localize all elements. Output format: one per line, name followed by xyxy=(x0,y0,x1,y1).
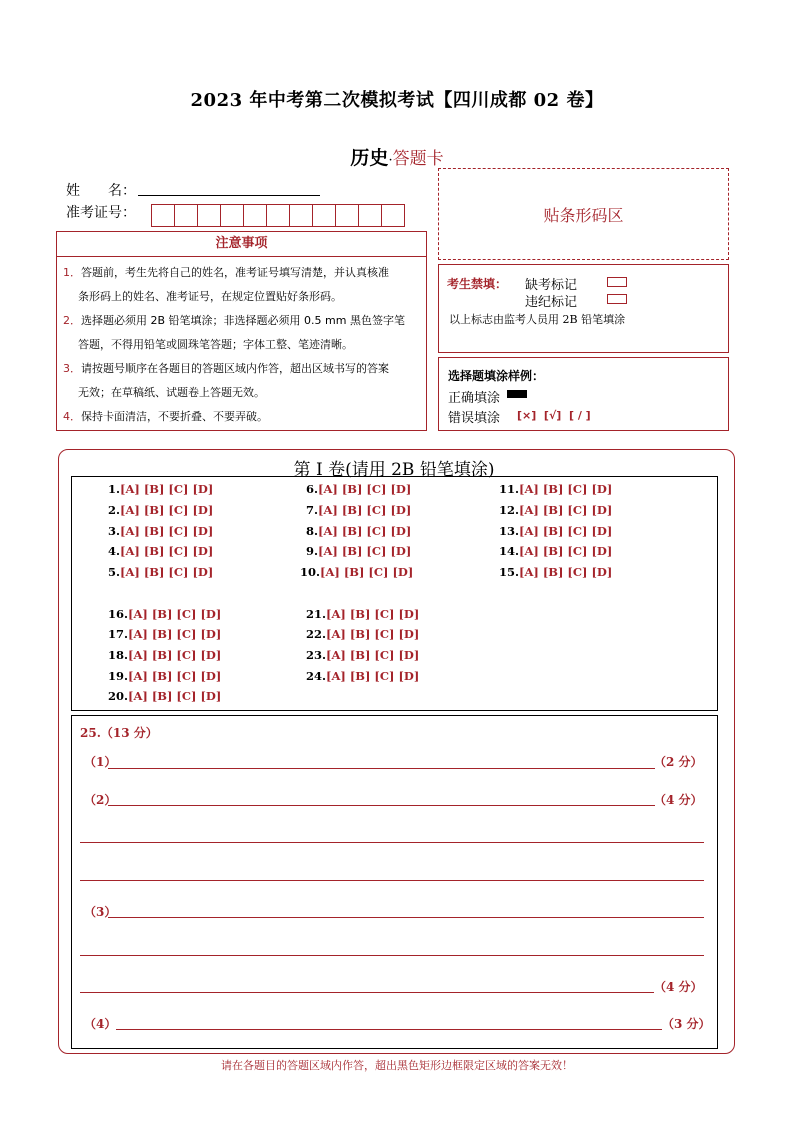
id-digit-box[interactable] xyxy=(197,204,221,227)
q25-part2-line[interactable] xyxy=(108,805,655,806)
notice-item: 1．答题前，考生先将自己的姓名，准考证号填写清楚，并认真核准 xyxy=(63,266,389,279)
choice-question[interactable]: 14.[A] [B] [C] [D] xyxy=(499,544,613,558)
wrong-fill-label: 错误填涂 xyxy=(448,411,501,426)
name-field[interactable] xyxy=(138,195,320,196)
id-digit-box[interactable] xyxy=(381,204,405,227)
choice-question[interactable]: 10.[A] [B] [C] [D] xyxy=(300,565,414,579)
choice-question[interactable]: 2.[A] [B] [C] [D] xyxy=(108,503,214,517)
q25-part3-label: （3） xyxy=(84,905,117,919)
q25-part2-label: （2） xyxy=(84,793,117,807)
choice-question[interactable]: 7.[A] [B] [C] [D] xyxy=(306,503,412,517)
correct-fill-label: 正确填涂 xyxy=(448,391,501,406)
choice-question[interactable]: 23.[A] [B] [C] [D] xyxy=(306,648,420,662)
q25-part1-line[interactable] xyxy=(108,768,655,769)
id-digit-box[interactable] xyxy=(289,204,313,227)
notice-box xyxy=(56,231,427,431)
choice-question[interactable]: 21.[A] [B] [C] [D] xyxy=(306,607,420,621)
violation-mark-box[interactable] xyxy=(607,294,627,304)
choice-question[interactable]: 15.[A] [B] [C] [D] xyxy=(499,565,613,579)
q25-part3-line[interactable] xyxy=(108,917,704,918)
id-digit-boxes xyxy=(152,204,405,227)
section1-title: 第 I 卷(请用 2B 铅笔填涂) xyxy=(293,460,495,480)
q25-part4-score: （3 分） xyxy=(662,1017,711,1031)
footer-warning: 请在各题目的答题区域内作答，超出黑色矩形边框限定区域的答案无效！ xyxy=(221,1059,573,1072)
choice-question[interactable]: 18.[A] [B] [C] [D] xyxy=(108,648,222,662)
subject-label: 历史 xyxy=(350,147,389,169)
q25-answer-line[interactable] xyxy=(80,880,704,881)
notice-item-cont: 条形码上的姓名、准考证号，在规定位置贴好条形码。 xyxy=(78,290,342,303)
sample-box xyxy=(438,357,729,431)
id-label: 准考证号： xyxy=(66,205,136,221)
absent-mark-box[interactable] xyxy=(607,277,627,287)
q25-part1-score: （2 分） xyxy=(654,755,703,769)
choice-question[interactable]: 12.[A] [B] [C] [D] xyxy=(499,503,613,517)
choice-question[interactable]: 3.[A] [B] [C] [D] xyxy=(108,524,214,538)
notice-item: 2．选择题必须用 2B 铅笔填涂；非选择题必须用 0.5 mm 黑色签字笔 xyxy=(63,314,405,327)
notice-item-cont: 答题，不得用铅笔或圆珠笔答题；字体工整、笔迹清晰。 xyxy=(78,338,353,351)
choice-question[interactable]: 19.[A] [B] [C] [D] xyxy=(108,669,222,683)
choice-question[interactable]: 13.[A] [B] [C] [D] xyxy=(499,524,613,538)
choice-question[interactable]: 1.[A] [B] [C] [D] xyxy=(108,482,214,496)
q25-answer-line[interactable] xyxy=(80,955,704,956)
id-digit-box[interactable] xyxy=(174,204,198,227)
correct-fill-sample xyxy=(507,390,527,398)
id-digit-box[interactable] xyxy=(243,204,267,227)
q25-part2-score: （4 分） xyxy=(654,793,703,807)
choice-question[interactable]: 5.[A] [B] [C] [D] xyxy=(108,565,214,579)
choice-question[interactable]: 16.[A] [B] [C] [D] xyxy=(108,607,222,621)
q25-answer-line[interactable] xyxy=(80,842,704,843)
wrong-fill-samples: [×] [√] [ / ] xyxy=(517,409,591,422)
id-digit-box[interactable] xyxy=(335,204,359,227)
id-digit-box[interactable] xyxy=(266,204,290,227)
card-label: 答题卡 xyxy=(392,149,444,169)
q25-part4-label: （4） xyxy=(84,1017,117,1031)
choice-question[interactable]: 8.[A] [B] [C] [D] xyxy=(306,524,412,538)
q25-part3-score: （4 分） xyxy=(654,980,703,994)
choice-question[interactable]: 24.[A] [B] [C] [D] xyxy=(306,669,420,683)
subtitle-separator: · xyxy=(388,153,393,168)
barcode-area: 贴条形码区 xyxy=(438,168,729,260)
id-digit-box[interactable] xyxy=(151,204,175,227)
name-label: 姓 名： xyxy=(66,183,136,199)
id-digit-box[interactable] xyxy=(220,204,244,227)
violation-label: 违纪标记 xyxy=(525,295,578,310)
id-digit-box[interactable] xyxy=(312,204,336,227)
choice-question[interactable]: 22.[A] [B] [C] [D] xyxy=(306,627,420,641)
prohibited-note: 以上标志由监考人员用 2B 铅笔填涂 xyxy=(449,313,626,326)
choice-question[interactable]: 17.[A] [B] [C] [D] xyxy=(108,627,222,641)
notice-item-cont: 无效；在草稿纸、试题卷上答题无效。 xyxy=(78,386,265,399)
prohibited-box xyxy=(438,264,729,353)
choice-question[interactable]: 6.[A] [B] [C] [D] xyxy=(306,482,412,496)
q25-header: 25.（13 分） xyxy=(80,726,158,740)
choice-question[interactable]: 11.[A] [B] [C] [D] xyxy=(499,482,613,496)
prohibited-label: 考生禁填： xyxy=(447,277,508,291)
card-subtitle xyxy=(0,143,794,170)
exam-title: 2023 年中考第二次模拟考试【四川成都 02 卷】 xyxy=(190,90,604,111)
choice-question[interactable]: 4.[A] [B] [C] [D] xyxy=(108,544,214,558)
q25-box xyxy=(71,715,718,1049)
notice-item: 4．保持卡面清洁，不要折叠、不要弄破。 xyxy=(63,410,268,423)
notice-item: 3．请按题号顺序在各题目的答题区域内作答，超出区域书写的答案 xyxy=(63,362,389,375)
absent-label: 缺考标记 xyxy=(525,278,578,293)
q25-part1-label: （1） xyxy=(84,755,117,769)
notice-heading: 注意事项 xyxy=(57,232,426,257)
choice-question[interactable]: 9.[A] [B] [C] [D] xyxy=(306,544,412,558)
sample-label: 选择题填涂样例： xyxy=(448,369,545,383)
id-digit-box[interactable] xyxy=(358,204,382,227)
choice-question[interactable]: 20.[A] [B] [C] [D] xyxy=(108,689,222,703)
q25-answer-line[interactable] xyxy=(80,992,654,993)
q25-part4-line[interactable] xyxy=(116,1029,662,1030)
